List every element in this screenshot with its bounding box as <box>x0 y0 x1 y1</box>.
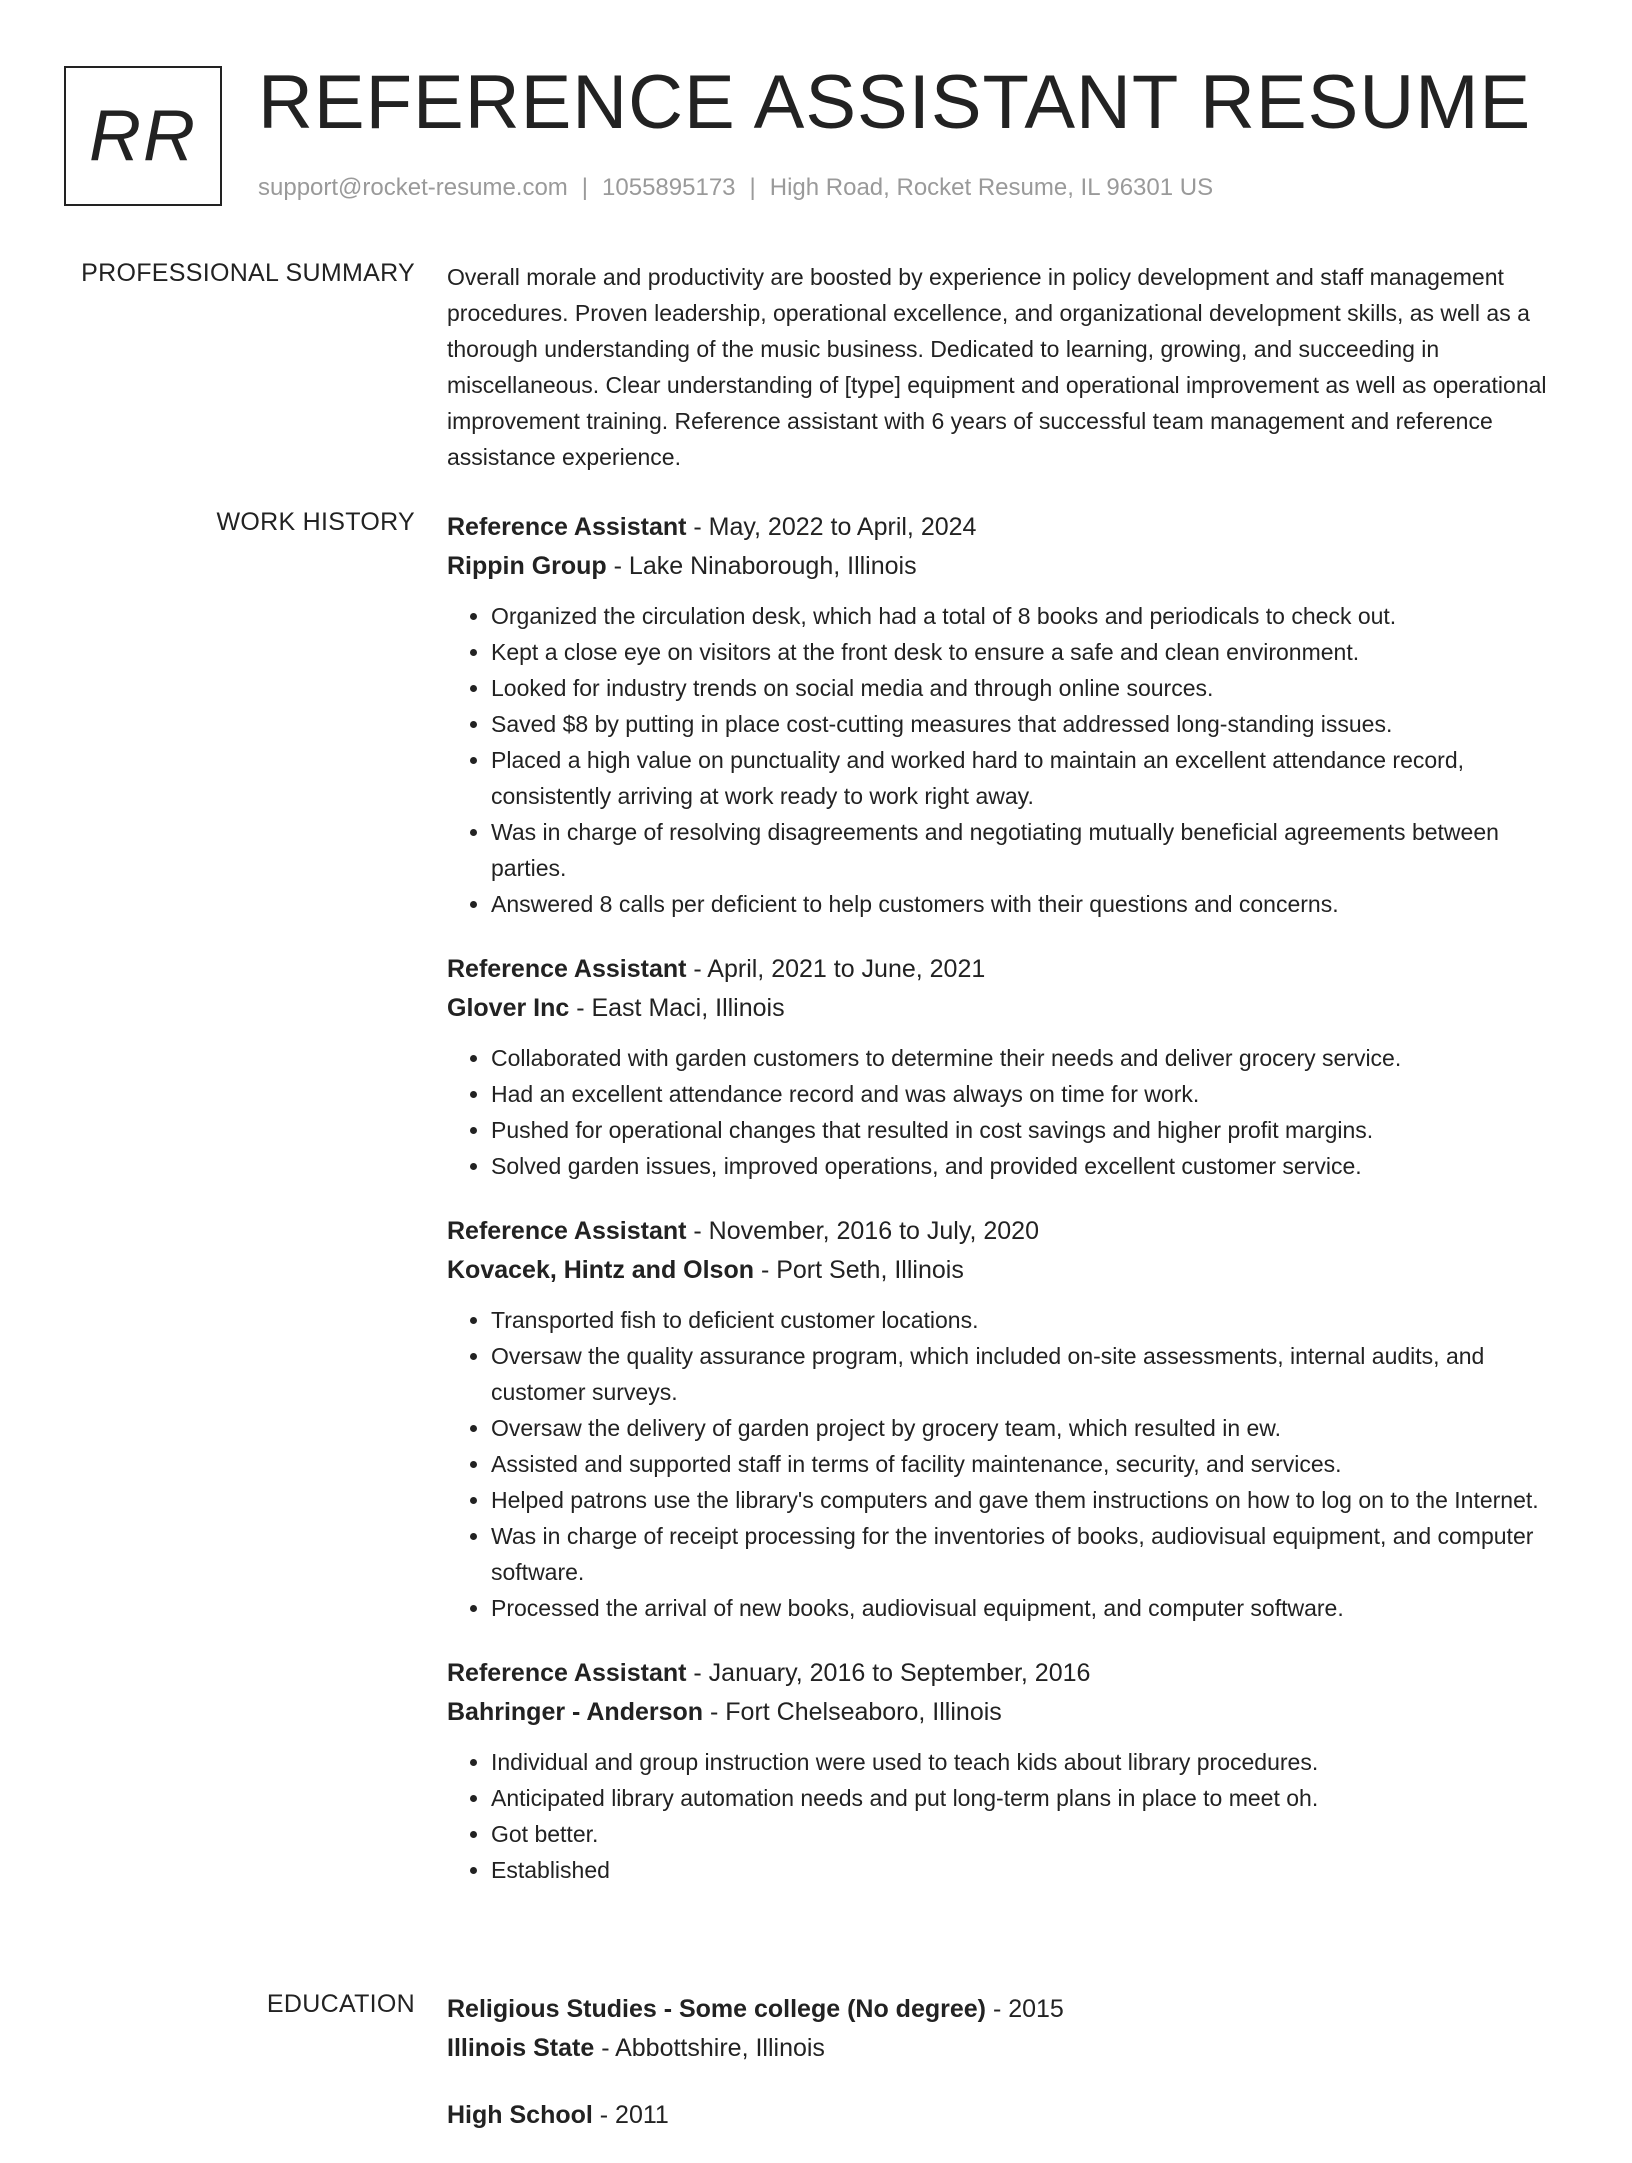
education-degree-line <box>447 2096 1565 2135</box>
job-entry <box>447 1654 1565 1888</box>
job-bullet-item: • Individual and group instruction were used to teach kids about library procedures. <box>491 1744 1565 1780</box>
job-location: - Port Seth, Illinois <box>754 1256 964 1284</box>
education-year: - 2015 <box>986 1995 1064 2023</box>
job-title: Reference Assistant <box>447 955 687 983</box>
resume-title: REFERENCE ASSISTANT RESUME <box>258 60 1532 145</box>
job-bullet-item: • Pushed for operational changes that resulted in cost savings and higher profit margins. <box>491 1112 1565 1148</box>
contact-phone[interactable]: 1055895173 <box>602 174 736 201</box>
education-degree: Religious Studies - Some college (No degree) <box>447 1995 986 2023</box>
job-entry <box>447 1212 1565 1626</box>
job-bullet-item: • Established <box>491 1852 1565 1888</box>
monogram-text: RR <box>89 96 197 176</box>
job-bullet-item: • Anticipated library automation needs and put long-term plans in place to meet oh. <box>491 1780 1565 1816</box>
job-entry <box>447 508 1565 922</box>
job-bullet-item: • Collaborated with garden customers to determine their needs and deliver grocery service. <box>491 1040 1565 1076</box>
job-bullet-item: • Oversaw the delivery of garden project by grocery team, which resulted in ew. <box>491 1410 1565 1446</box>
job-title: Reference Assistant <box>447 513 687 541</box>
job-company-line <box>447 989 1565 1028</box>
job-bullet-item: • Had an excellent attendance record and was always on time for work. <box>491 1076 1565 1112</box>
contact-line <box>258 174 1213 202</box>
contact-separator: | <box>581 174 589 201</box>
job-bullet-item: • Was in charge of resolving disagreements and negotiating mutually beneficial agreements between parties. <box>491 814 1565 886</box>
job-bullet-item: • Assisted and supported staff in terms of facility maintenance, security, and services. <box>491 1446 1565 1482</box>
job-company: Rippin Group <box>447 552 607 580</box>
job-bullet-item: • Got better. <box>491 1816 1565 1852</box>
job-bullets <box>447 1302 1565 1626</box>
work-history-heading: WORK HISTORY <box>216 508 415 536</box>
job-company: Kovacek, Hintz and Olson <box>447 1256 755 1284</box>
job-dates: - April, 2021 to June, 2021 <box>686 955 986 983</box>
education-entry <box>447 2096 1565 2135</box>
job-dates: - May, 2022 to April, 2024 <box>686 513 977 541</box>
job-company-line <box>447 1251 1565 1290</box>
job-bullets <box>447 1040 1565 1184</box>
job-bullet-item: • Transported fish to deficient customer locations. <box>491 1302 1565 1338</box>
monogram-logo <box>64 66 222 206</box>
education-degree-line <box>447 1990 1565 2029</box>
contact-separator: | <box>749 174 756 201</box>
job-company-line <box>447 1693 1565 1732</box>
job-title-line <box>447 1654 1565 1693</box>
job-title: Reference Assistant <box>447 1659 687 1687</box>
job-bullet-item: • Placed a high value on punctuality and worked hard to maintain an excellent attendance record, consistently arriving at work ready to work right away. <box>491 742 1565 814</box>
job-location: - East Maci, Illinois <box>569 994 785 1022</box>
job-bullets <box>447 1744 1565 1888</box>
job-title-line <box>447 1212 1565 1251</box>
job-location: - Lake Ninaborough, Illinois <box>606 552 917 580</box>
education-school-line <box>447 2029 1565 2068</box>
contact-email[interactable]: support@rocket-resume.com <box>258 174 568 201</box>
job-bullet-item: • Looked for industry trends on social media and through online sources. <box>491 670 1565 706</box>
job-bullet-item: • Answered 8 calls per deficient to help customers with their questions and concerns. <box>491 886 1565 922</box>
summary-body <box>447 259 1565 475</box>
education-year: - 2011 <box>592 2101 669 2129</box>
job-bullet-item: • Oversaw the quality assurance program, which included on-site assessments, internal audits, and customer surveys. <box>491 1338 1565 1410</box>
education-school: Illinois State <box>447 2034 595 2062</box>
education-heading: EDUCATION <box>266 1990 415 2018</box>
job-company-line <box>447 547 1565 586</box>
education-body <box>447 1990 1565 2163</box>
job-dates: - January, 2016 to September, 2016 <box>686 1659 1091 1687</box>
summary-text: Overall morale and productivity are boosted by experience in policy development and staff management procedures. Proven leadership, operational excellence, and organizational development skills, as well as a thorough understanding of the music business. Dedicated to learning, growing, and succeeding in miscellaneous. Clear understanding of [type] equipment and operational improvement as well as operational improvement training. Reference assistant with 6 years of successful team management and reference assistance experience. <box>447 264 1547 470</box>
job-bullet-item: • Helped patrons use the library's computers and gave them instructions on how to log on to the Internet. <box>491 1482 1565 1518</box>
job-bullet-item: • Kept a close eye on visitors at the front desk to ensure a safe and clean environment. <box>491 634 1565 670</box>
job-company: Glover Inc <box>447 994 570 1022</box>
education-degree: High School <box>447 2101 593 2129</box>
education-entry <box>447 1990 1565 2068</box>
job-bullets <box>447 598 1565 922</box>
job-title-line <box>447 508 1565 547</box>
job-bullet-item: • Processed the arrival of new books, audiovisual equipment, and computer software. <box>491 1590 1565 1626</box>
job-bullet-item: • Saved $8 by putting in place cost-cutting measures that addressed long-standing issues. <box>491 706 1565 742</box>
job-dates: - November, 2016 to July, 2020 <box>686 1217 1039 1245</box>
job-company: Bahringer - Anderson <box>447 1698 704 1726</box>
job-title: Reference Assistant <box>447 1217 687 1245</box>
education-location: - Abbottshire, Illinois <box>594 2034 825 2062</box>
work-history-body <box>447 508 1565 1916</box>
job-bullet-item: • Solved garden issues, improved operations, and provided excellent customer service. <box>491 1148 1565 1184</box>
job-title-line <box>447 950 1565 989</box>
job-location: - Fort Chelseaboro, Illinois <box>703 1698 1002 1726</box>
job-entry <box>447 950 1565 1184</box>
contact-address: High Road, Rocket Resume, IL 96301 US <box>769 174 1214 201</box>
job-bullet-item: • Organized the circulation desk, which had a total of 8 books and periodicals to check out. <box>491 598 1565 634</box>
job-bullet-item: • Was in charge of receipt processing for the inventories of books, audiovisual equipment, and computer software. <box>491 1518 1565 1590</box>
summary-heading: PROFESSIONAL SUMMARY <box>81 259 415 287</box>
